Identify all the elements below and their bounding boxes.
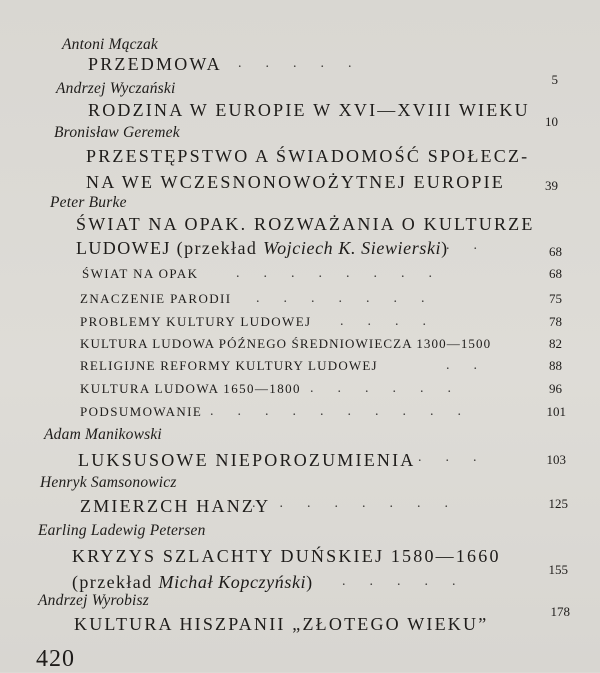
entry-title-line-2 — [72, 572, 314, 593]
entry-title-line-1: KRYZYS SZLACHTY DUŃSKIEJ 1580—1660 — [72, 546, 501, 566]
entry-title: PRZEDMOWA — [88, 54, 222, 74]
page-number: 125 — [548, 496, 568, 511]
section-title: PODSUMOWANIE — [80, 404, 203, 419]
leader-dots: ..... — [238, 56, 376, 71]
page-number: 10 — [545, 114, 558, 129]
section-title: RELIGIJNE REFORMY KULTURY LUDOWEJ — [80, 358, 378, 373]
entry-title-line-2: NA WE WCZESNONOWOŻYTNEJ EUROPIE — [86, 172, 506, 192]
entry-author: Bronisław Geremek — [54, 124, 180, 141]
translator-name: Wojciech K. Siewierski — [263, 238, 442, 258]
leader-dots: ...... — [310, 381, 475, 396]
entry-title: ZMIERZCH HANZY — [80, 496, 271, 516]
entry-author: Earling Ladewig Petersen — [38, 522, 206, 539]
entry-author: Andrzej Wyrobisz — [38, 592, 149, 609]
entry-author: Peter Burke — [50, 194, 127, 211]
entry-title-line-1: PRZESTĘPSTWO A ŚWIADOMOŚĆ SPOŁECZ- — [86, 146, 530, 166]
page-number: 96 — [549, 381, 562, 396]
entry-title-line-2 — [76, 238, 449, 259]
page-number: 88 — [549, 358, 562, 373]
page-number: 178 — [550, 604, 570, 619]
entry-author: Adam Manikowski — [44, 426, 162, 443]
page-folio: 420 — [36, 646, 75, 672]
page-number: 155 — [548, 562, 568, 577]
page-number: 75 — [549, 291, 562, 306]
leader-dots: ... — [418, 450, 501, 465]
title-text: LUDOWEJ (przekład — [76, 238, 264, 258]
entry-title-line-1: ŚWIAT NA OPAK. ROZWAŻANIA O KULTURZE — [76, 214, 535, 234]
entry-author: Andrzej Wyczański — [56, 80, 176, 97]
leader-dots: .. — [446, 358, 501, 373]
leader-dots: ..... — [342, 574, 480, 589]
leader-dots: .. — [446, 238, 501, 253]
title-text: (przekład — [72, 572, 159, 592]
translator-name: Michał Kopczyński — [158, 572, 307, 592]
title-text: ) — [306, 572, 314, 592]
leader-dots: ....... — [256, 291, 449, 306]
section-title: ZNACZENIE PARODII — [80, 291, 232, 306]
page-number: 5 — [551, 72, 558, 87]
section-title: PROBLEMY KULTURY LUDOWEJ — [80, 314, 312, 329]
entry-title: RODZINA W EUROPIE W XVI—XVIII WIEKU — [88, 100, 530, 120]
entry-author: Henryk Samsonowicz — [40, 474, 177, 491]
entry-title: LUKSUSOWE NIEPOROZUMIENIA — [78, 450, 416, 470]
page-number: 78 — [549, 314, 562, 329]
leader-dots: ........ — [236, 266, 456, 281]
section-title: KULTURA LUDOWA 1650—1800 — [80, 381, 301, 396]
page-number: 68 — [549, 266, 562, 281]
page-number: 103 — [546, 452, 566, 467]
page-number: 68 — [549, 244, 562, 259]
page-number: 39 — [545, 178, 558, 193]
leader-dots: .......... — [210, 404, 485, 419]
entry-author: Antoni Mączak — [62, 36, 159, 53]
leader-dots: .... — [340, 314, 450, 329]
title-text: ) — [441, 238, 449, 258]
leader-dots: ........ — [252, 496, 472, 511]
entry-title: KULTURA HISZPANII „ZŁOTEGO WIEKU” — [74, 614, 489, 634]
page-number: 82 — [549, 336, 562, 351]
section-title: KULTURA LUDOWA PÓŹNEGO ŚREDNIOWIECZA 1300—1500 — [80, 336, 492, 351]
page-number: 101 — [546, 404, 566, 419]
section-title: ŚWIAT NA OPAK — [82, 266, 199, 281]
